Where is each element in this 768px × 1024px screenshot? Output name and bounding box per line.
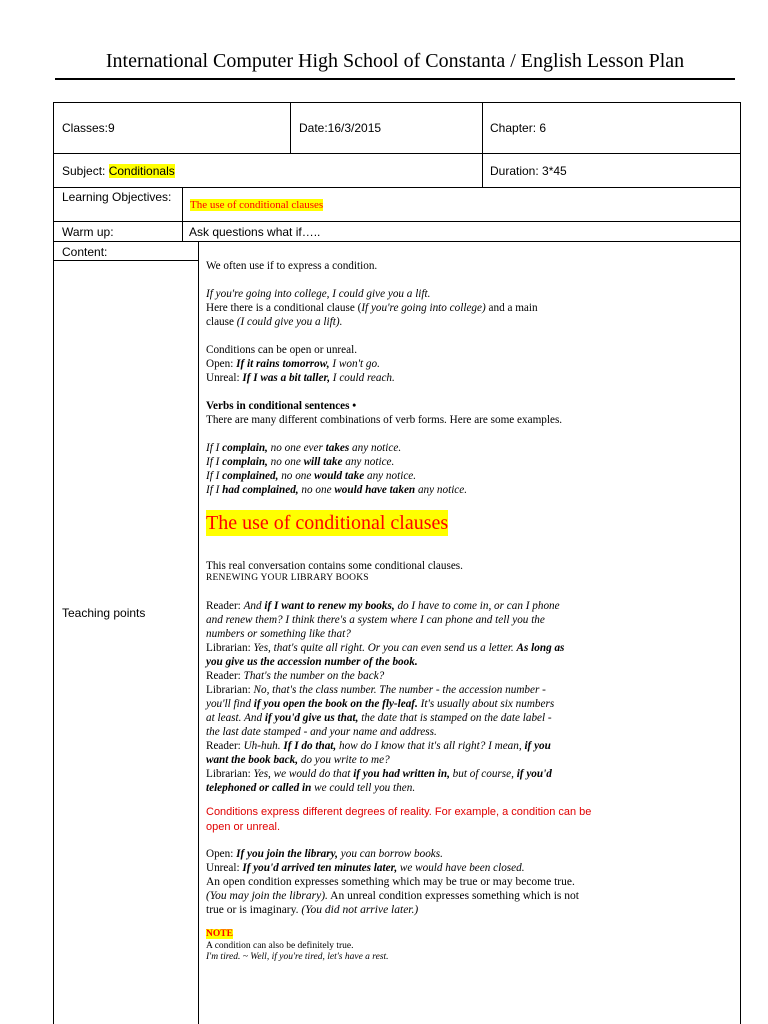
explain-line: clause (I could give you a lift). [206, 316, 343, 328]
classes-field: Classes:9 [62, 121, 115, 135]
example-2: If I complain, no one will take any notice. [206, 456, 395, 468]
unreal-explain: (You may join the library). An unreal condition expresses something which is not [206, 890, 579, 902]
objectives-value: The use of conditional clauses [190, 199, 324, 211]
unreal-example: Unreal: If you'd arrived ten minutes later, we would have been closed. [206, 862, 525, 874]
dialogue-line: you'll find if you open the book on the fly-leaf. It's usually about six numbers [206, 698, 555, 710]
unreal-line: Unreal: If I was a bit taller, I could reach. [206, 372, 395, 384]
dialogue-line: want the book back, do you write to me? [206, 754, 390, 766]
teaching-points-body [206, 259, 636, 497]
subject-value: Conditionals [108, 164, 175, 178]
objectives-label: Learning Objectives: [62, 190, 172, 204]
conversation-intro: This real conversation contains some conditional clauses. [206, 560, 463, 572]
dialogue-line: at least. And if you'd give us that, the date that is stamped on the date label - [206, 712, 552, 724]
dialogue-line: numbers or something like that? [206, 628, 351, 640]
dialogue-line: the last date stamped - and your name and address. [206, 726, 437, 738]
section-title: The use of conditional clauses [206, 512, 449, 534]
note-body: A condition can also be definitely true. I'm tired. ~ Well, if you're tired, let's have a rest. [206, 941, 389, 962]
content-label: Content: [62, 245, 108, 259]
warmup-label: Warm up: [62, 225, 114, 239]
warmup-value: Ask questions what if….. [189, 225, 321, 239]
open-example: Open: If you join the library, you can borrow books. [206, 848, 443, 860]
example-1: If I complain, no one ever takes any notice. [206, 442, 402, 454]
explain-line: Here there is a conditional clause (If you're going into college) and a main [206, 302, 538, 314]
header-rule [55, 78, 735, 80]
dialogue-line: Reader: Uh-huh. If I do that, how do I know that it's all right? I mean, if you [206, 740, 551, 752]
dialogue-line: you give us the accession number of the book. [206, 656, 418, 668]
subject-field [62, 164, 175, 178]
open-line: Open: If it rains tomorrow, I won't go. [206, 358, 380, 370]
dialogue-line: Librarian: Yes, that's quite all right. Or you can even send us a letter. As long as [206, 642, 565, 654]
verbs-line: There are many different combinations of verb forms. Here are some examples. [206, 414, 563, 426]
duration-field: Duration: 3*45 [490, 164, 567, 178]
dialogue-line: and renew them? I think there's a system where I can phone and tell you the [206, 614, 545, 626]
conversation-block [206, 559, 636, 795]
conversation-title: RENEWING YOUR LIBRARY BOOKS [206, 573, 369, 583]
chapter-field: Chapter: 6 [490, 121, 547, 135]
intro-line: We often use if to express a condition. [206, 260, 378, 272]
date-field: Date:16/3/2015 [299, 121, 382, 135]
dialogue-line: Librarian: No, that's the class number. The number - the accession number - [206, 684, 546, 696]
open-unreal-block [206, 847, 636, 917]
reality-note: Conditions express different degrees of reality. For example, a condition can be open or unreal. [206, 806, 592, 833]
example-4: If I had complained, no one would have taken any notice. [206, 484, 468, 496]
verbs-heading: Verbs in conditional sentences • [206, 400, 357, 412]
conditions-line: Conditions can be open or unreal. [206, 344, 357, 356]
note-tag: NOTE [206, 929, 233, 939]
subject-label: Subject: [62, 164, 109, 178]
teaching-points-label: Teaching points [62, 606, 146, 620]
dialogue-line: Reader: That's the number on the back? [206, 670, 385, 682]
dialogue-line: Librarian: Yes, we would do that if you had written in, but of course, if you'd [206, 768, 552, 780]
dialogue-line: Reader: And if I want to renew my books, do I have to come in, or can I phone [206, 600, 560, 612]
example-3: If I complained, no one would take any notice. [206, 470, 417, 482]
example-line: If you're going into college, I could give you a lift. [206, 288, 431, 300]
dialogue-line: telephoned or called in we could tell you then. [206, 782, 416, 794]
open-explain: An open condition expresses something which may be true or may become true. [206, 876, 575, 888]
page-header-title: International Computer High School of Constanta / English Lesson Plan [105, 50, 685, 72]
unreal-explain: true or is imaginary. (You did not arrive later.) [206, 904, 419, 916]
